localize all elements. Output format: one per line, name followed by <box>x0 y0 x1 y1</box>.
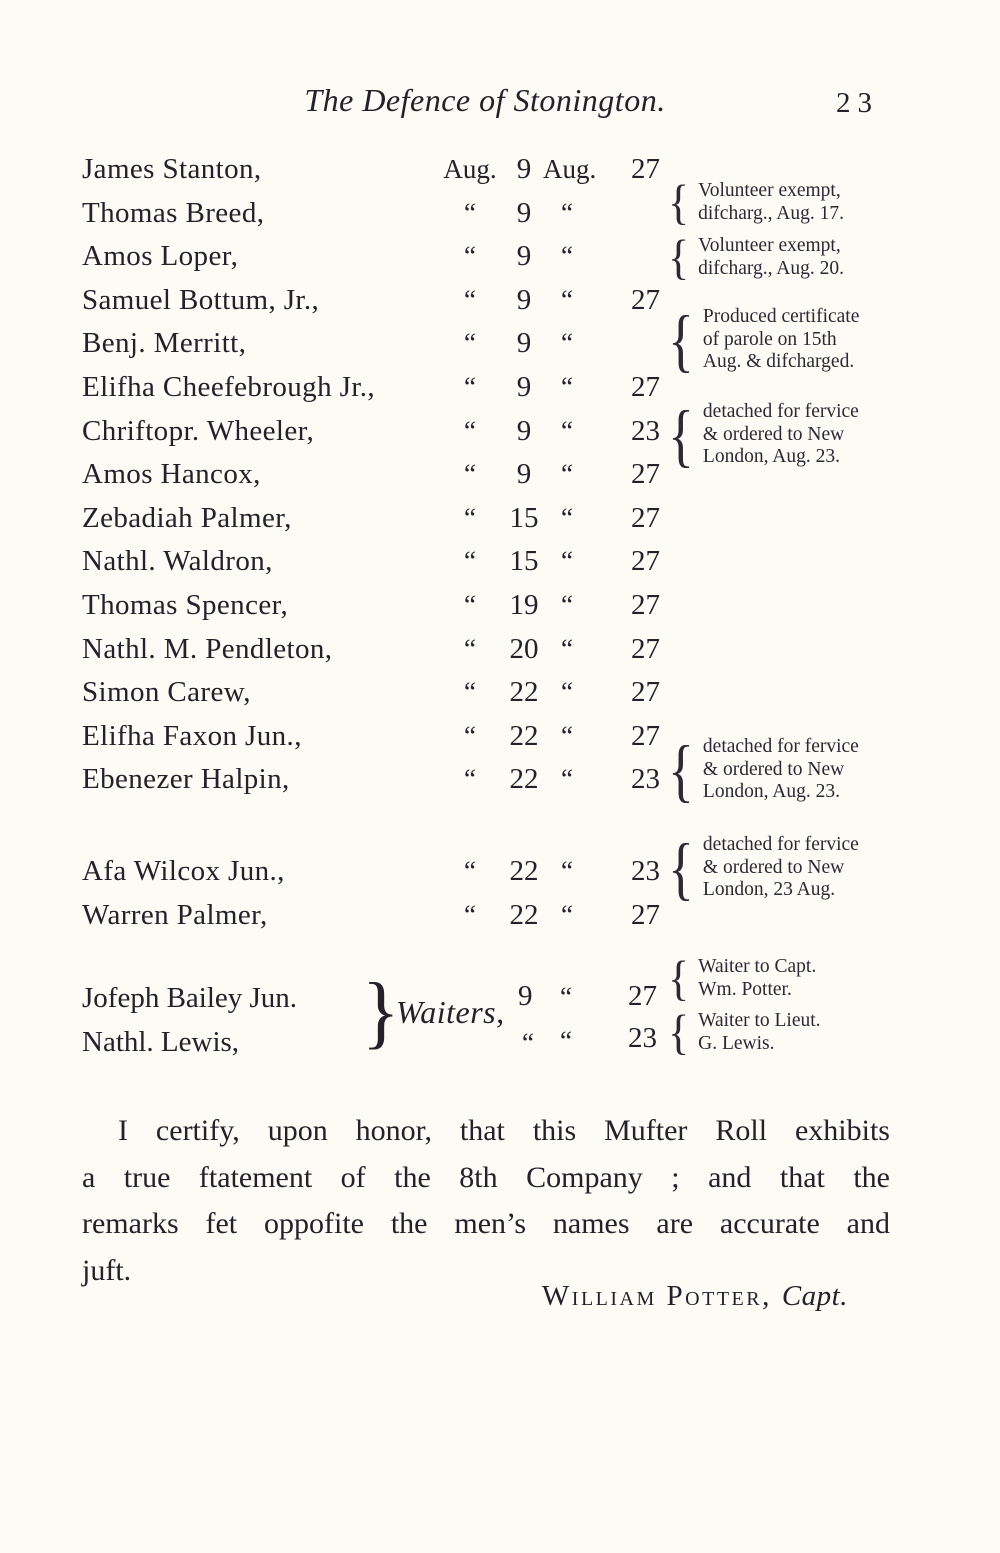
discharged-day: 23 <box>631 414 660 447</box>
enrolled-month: “ <box>464 284 476 315</box>
muster-row <box>82 148 722 192</box>
muster-row <box>82 453 722 497</box>
muster-row <box>82 410 722 454</box>
enrolled-month: “ <box>464 546 476 577</box>
brace-icon: } <box>362 964 400 1057</box>
remark-line: Waiter to Capt. <box>698 956 817 977</box>
page-title: The Defence of Stonington. <box>304 82 666 118</box>
enrolled-day: 9 <box>516 370 532 403</box>
discharged-month-ditto: “ <box>560 982 572 1012</box>
remark-note <box>668 300 898 379</box>
waiters-label: Waiters, <box>396 994 505 1030</box>
enrolled-day: 20 <box>509 632 539 665</box>
remark-text <box>698 956 893 1001</box>
brace-icon: { <box>668 395 694 474</box>
remark-text <box>698 1010 893 1055</box>
discharged-month: “ <box>561 899 573 930</box>
remark-line: Volunteer exempt, <box>698 235 841 256</box>
enrolled-month: “ <box>464 502 476 533</box>
remark-text <box>703 834 898 902</box>
remark-line: detached for fervice <box>702 736 859 757</box>
enrolled-month: “ <box>464 589 476 620</box>
discharged-day: 27 <box>628 980 657 1012</box>
muster-row <box>82 192 722 236</box>
enrolled-month: “ <box>464 459 476 490</box>
remark-line: London, Aug. 23. <box>702 446 840 467</box>
soldier-name: Ebenezer Halpin, <box>82 763 290 796</box>
soldier-name: Thomas Breed, <box>82 196 265 229</box>
soldier-name: Warren Palmer, <box>82 898 268 931</box>
soldier-name: Amos Loper, <box>82 240 239 273</box>
discharged-month: “ <box>561 764 573 795</box>
discharged-month: “ <box>561 855 573 886</box>
remark-line: G. Lewis. <box>698 1032 775 1054</box>
discharged-day: 27 <box>631 283 660 316</box>
enrolled-day: 15 <box>509 545 539 578</box>
discharged-month: Aug. <box>543 154 597 184</box>
enrolled-month: “ <box>464 197 476 228</box>
discharged-day <box>618 322 673 366</box>
enrolled-month: “ <box>464 415 476 446</box>
enrolled-month: “ <box>464 899 476 930</box>
enrolled-day: 22 <box>509 854 539 887</box>
discharged-day: 27 <box>631 632 660 665</box>
remark-text <box>698 180 893 225</box>
muster-row <box>82 894 722 938</box>
remark-note <box>668 175 893 229</box>
soldier-name: Simon Carew, <box>82 676 251 709</box>
remark-line: detached for fervice <box>702 401 859 422</box>
remark-line: Produced certificate <box>702 306 860 327</box>
certification-paragraph <box>82 1108 890 1294</box>
brace-icon: { <box>668 828 694 907</box>
soldier-name: Nathl. Waldron, <box>82 545 273 578</box>
soldier-name: Jofeph Bailey Jun. <box>82 982 298 1014</box>
discharged-day: 27 <box>631 719 660 752</box>
enrolled-day: 9 <box>516 240 532 273</box>
muster-row <box>82 584 722 628</box>
discharged-day: 27 <box>631 458 660 491</box>
muster-row <box>82 279 722 323</box>
muster-row <box>82 322 722 366</box>
muster-row <box>82 366 722 410</box>
enrolled-day: 22 <box>509 898 539 931</box>
soldier-name: Zebadiah Palmer, <box>82 501 292 534</box>
discharged-day: 27 <box>631 588 660 621</box>
signature-line <box>0 1280 848 1313</box>
enrolled-month: “ <box>464 241 476 272</box>
signature-name: William Potter, <box>541 1280 772 1312</box>
brace-icon: { <box>668 230 690 284</box>
discharged-month: “ <box>561 197 573 228</box>
muster-row <box>82 671 722 715</box>
discharged-day: 23 <box>628 1022 657 1054</box>
remark-line: difcharg., Aug. 17. <box>698 202 844 224</box>
discharged-month: “ <box>561 415 573 446</box>
remark-line: & ordered to New <box>702 758 845 780</box>
page-number: 23 <box>836 87 879 119</box>
enrolled-day: 9 <box>518 980 533 1012</box>
discharged-month: “ <box>561 241 573 272</box>
discharged-day <box>618 235 673 279</box>
enrolled-day: 9 <box>516 196 532 229</box>
enrolled-day: 19 <box>509 588 539 621</box>
discharged-month: “ <box>561 633 573 664</box>
remark-line: London, 23 Aug. <box>702 879 836 900</box>
discharged-month: “ <box>561 677 573 708</box>
remark-line: of parole on 15th <box>702 328 837 350</box>
remark-line: Volunteer exempt, <box>698 180 841 201</box>
remark-line: detached for fervice <box>702 834 859 855</box>
soldier-name: Chriftopr. Wheeler, <box>82 414 315 447</box>
enrolled-month: “ <box>464 764 476 795</box>
remark-line: difcharg., Aug. 20. <box>698 257 844 279</box>
enrolled-month: Aug. <box>443 154 497 184</box>
enrolled-day-ditto: “ <box>522 1028 534 1058</box>
enrolled-day: 9 <box>516 327 532 360</box>
discharged-day: 23 <box>631 763 660 796</box>
muster-roll <box>82 148 722 937</box>
discharged-month: “ <box>561 371 573 402</box>
muster-row <box>82 230 722 284</box>
enrolled-month: “ <box>464 677 476 708</box>
remark-note <box>668 230 893 284</box>
remark-text <box>698 235 893 280</box>
enrolled-day: 9 <box>516 153 532 185</box>
remark-line: Wm. Potter. <box>698 978 792 1000</box>
discharged-day: 27 <box>631 370 660 403</box>
discharged-month-ditto: “ <box>560 1026 572 1056</box>
soldier-name: Samuel Bottum, Jr., <box>82 283 320 316</box>
soldier-name: Amos Hancox, <box>82 458 261 491</box>
discharged-month: “ <box>561 328 573 359</box>
remark-line: & ordered to New <box>702 423 845 445</box>
remark-note <box>668 828 898 907</box>
enrolled-day: 9 <box>516 414 532 447</box>
remark-line: & ordered to New <box>702 856 845 878</box>
soldier-name: Benj. Merritt, <box>82 327 247 360</box>
discharged-day: 27 <box>631 898 660 931</box>
brace-icon: { <box>668 951 690 1005</box>
enrolled-month: “ <box>464 633 476 664</box>
muster-row <box>82 540 722 584</box>
enrolled-day: 15 <box>509 501 539 534</box>
remark-line: Waiter to Lieut. <box>698 1010 821 1031</box>
remark-text <box>703 401 898 469</box>
soldier-name: Nathl. M. Pendleton, <box>82 632 333 665</box>
discharged-month: “ <box>561 459 573 490</box>
remark-note <box>668 730 898 809</box>
enrolled-day: 22 <box>509 763 539 796</box>
brace-icon: { <box>668 300 694 379</box>
soldier-name: Afa Wilcox Jun., <box>82 854 285 887</box>
enrolled-day: 22 <box>509 676 539 709</box>
soldier-name: Nathl. Lewis, <box>82 1026 240 1058</box>
enrolled-month: “ <box>464 720 476 751</box>
soldier-name: Elifha Cheefebrough Jr., <box>82 370 376 403</box>
enrolled-day: 9 <box>516 283 532 316</box>
discharged-day: 27 <box>631 153 660 185</box>
soldier-name: Thomas Spencer, <box>82 588 289 621</box>
muster-row <box>82 715 722 759</box>
discharged-month: “ <box>561 546 573 577</box>
certify-line: a true ftatement of the 8th Company ; and that the <box>82 1160 890 1194</box>
signature-title: Capt. <box>781 1280 848 1312</box>
soldier-name: James Stanton, <box>82 153 262 185</box>
discharged-month: “ <box>561 720 573 751</box>
remark-text <box>703 736 898 804</box>
certify-line: juft. <box>82 1253 132 1287</box>
discharged-month: “ <box>561 502 573 533</box>
muster-row <box>82 497 722 541</box>
discharged-day: 23 <box>631 854 660 887</box>
enrolled-day: 9 <box>516 458 532 491</box>
discharged-day: 27 <box>631 676 660 709</box>
enrolled-day: 22 <box>509 719 539 752</box>
enrolled-month: “ <box>464 855 476 886</box>
soldier-name: Elifha Faxon Jun., <box>82 719 302 752</box>
discharged-day <box>618 192 673 236</box>
remark-text <box>703 306 898 374</box>
muster-row <box>82 758 722 802</box>
brace-icon: { <box>668 175 690 229</box>
remark-line: London, Aug. 23. <box>702 781 840 802</box>
muster-row <box>82 628 722 672</box>
brace-icon: { <box>668 1005 690 1059</box>
discharged-month: “ <box>561 589 573 620</box>
muster-row <box>82 850 722 894</box>
certify-line: remarks fet oppofite the men’s names are accurate and <box>82 1207 890 1240</box>
enrolled-month: “ <box>464 371 476 402</box>
enrolled-month: “ <box>464 328 476 359</box>
discharged-day: 27 <box>631 545 660 578</box>
waiters-group <box>82 964 702 1085</box>
brace-icon: { <box>668 730 694 809</box>
discharged-month: “ <box>561 284 573 315</box>
remark-line: Aug. & difcharged. <box>702 351 855 372</box>
certify-line: I certify, upon honor, that this Mufter Roll exhibits <box>118 1114 890 1147</box>
discharged-day: 27 <box>631 501 660 534</box>
remark-note <box>668 395 898 474</box>
